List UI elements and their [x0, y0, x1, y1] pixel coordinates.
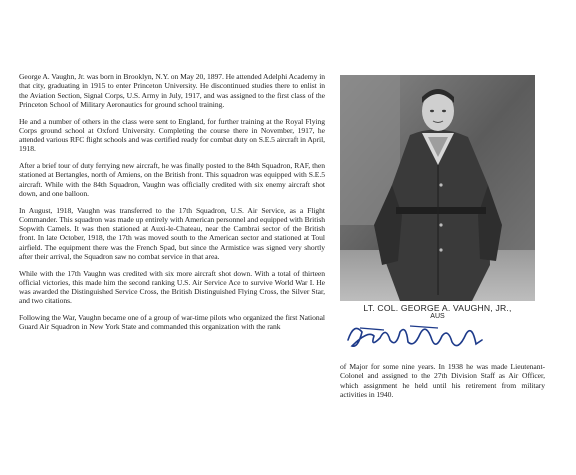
- photo-caption-sub: AUS: [430, 313, 445, 320]
- photo-caption: LT. COL. GEORGE A. VAUGHN, JR.,: [363, 303, 512, 313]
- biography-continuation: [340, 362, 545, 399]
- paragraph-victories: While with the 17th Vaughn was credited with six more aircraft shot down. With a total of thirteen official victories, this made him the second ranking U.S. Air Service Ace to survive World War I. He was awarded the Distinguished Service Cross, the British Distinguished Flying Cross, the Silver Star, and two citations.: [19, 268, 325, 306]
- paragraph-17th: In August, 1918, Vaughn was transferred to the 17th Squadron, U.S. Air Service, as a Flight Commander. This squadron was made up entirely with American personnel and equipped with British Sopwith Camels. It was then stationed at Auxi-le-Chateau, near the Cambrai sector of the British front. In late October, 1918, the 17th was moved south to the American sector and stationed at Toul airfield. The equipment there was the French Spad, but since the Armistice was signed very shortly after their arrival, the Squadron saw no combat service in that area.: [19, 205, 325, 261]
- portrait-image: [340, 75, 535, 301]
- biography-text: [19, 72, 325, 339]
- paragraph-postwar: Following the War, Vaughn became one of a group of war-time pilots who organized the first National Guard Air Squadron in New York State and commanded this organization with the rank: [19, 313, 325, 332]
- signature-mark: [340, 318, 490, 354]
- paragraph-84th: After a brief tour of duty ferrying new aircraft, he was finally posted to the 84th Squadron, RAF, then stationed at Bertangles, north of Amiens, on the British front. This squadron was equipped with S.E.5 aircraft. While with the 84th Squadron, Vaughn was officially credited with six enemy aircraft shot down, and one balloon.: [19, 161, 325, 198]
- handwritten-signature: [340, 318, 490, 354]
- portrait-photo: [340, 75, 535, 301]
- paragraph-birth: George A. Vaughn, Jr. was born in Brooklyn, N.Y. on May 20, 1897. He attended Adelphi Academy in that city, graduating in 1915 to enter Princeton University. He discontinued studies there to enlist in the Aviation Section, Signal Corps, U.S. Army in July, 1917, and was assigned to the first class of the Princeton School of Military Aeronautics for ground school training.: [19, 72, 325, 109]
- paragraph-continuation: of Major for some nine years. In 1938 he was made Lieutenant-Colonel and assigned to the 27th Division Staff as Air Officer, which assignment he held until his retirement from military activities in 1940.: [340, 362, 545, 399]
- paragraph-england: He and a number of others in the class were sent to England, for further training at the Royal Flying Corps ground school at Oxford University. Completing the course there in November, 1917, he attended various RFC flight schools and was certified ready for combat duty on S.E.5 aircraft in April, 1918.: [19, 116, 325, 154]
